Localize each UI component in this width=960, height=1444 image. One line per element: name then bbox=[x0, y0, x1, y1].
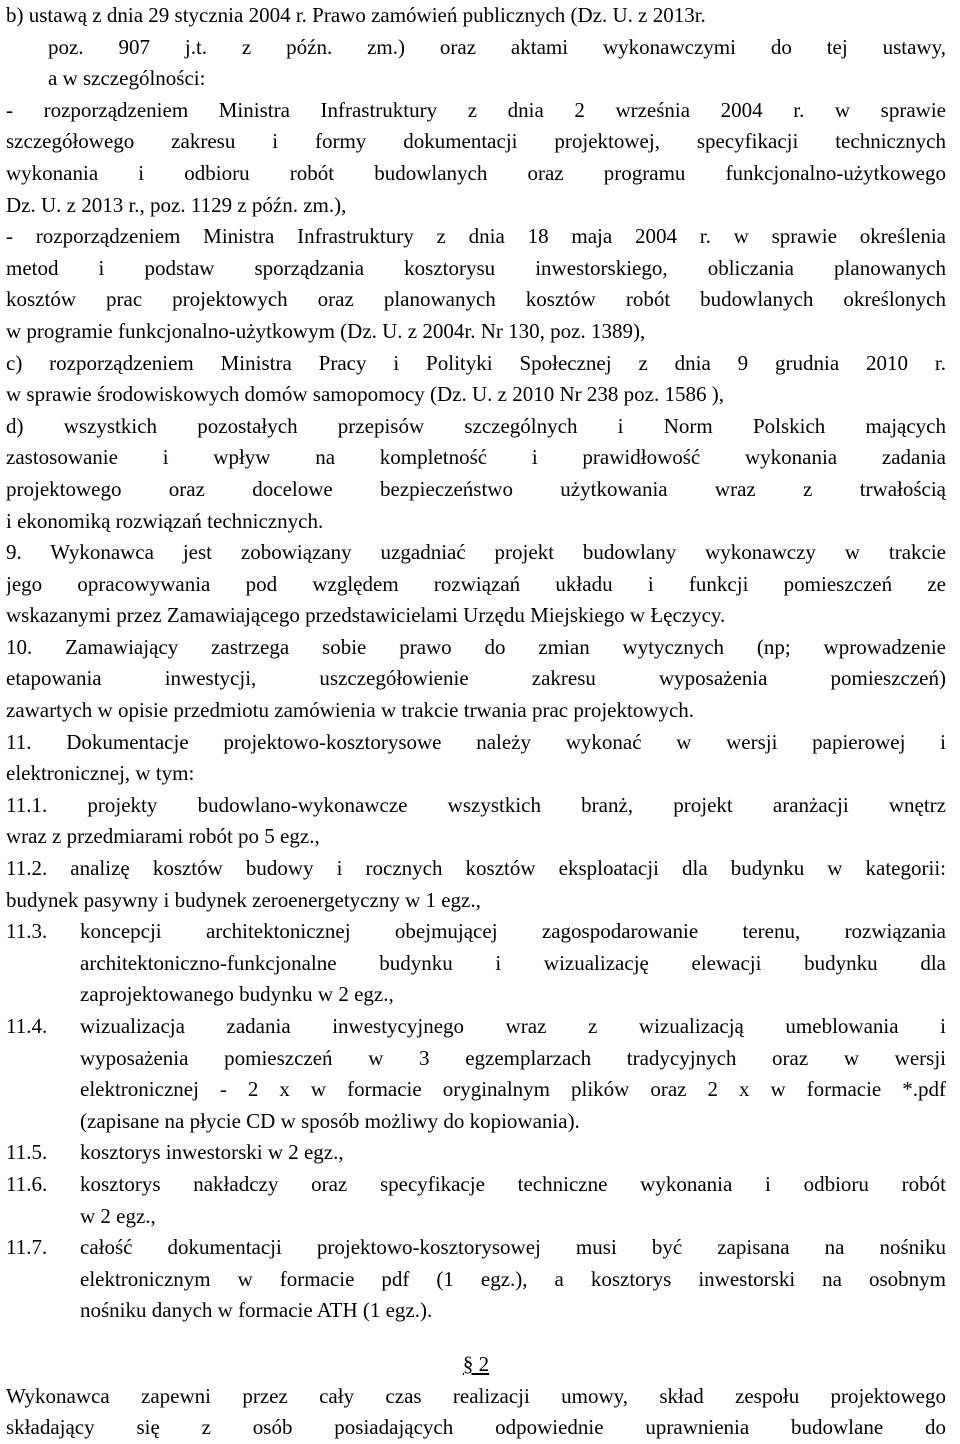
regulation-line: w programie funkcjonalno-użytkowym (Dz. U. z 2004r. Nr 130, poz. 1389), bbox=[6, 318, 646, 343]
item-number: 11.4. bbox=[6, 1014, 48, 1038]
section-heading: § 2 bbox=[462, 1351, 490, 1376]
item-line: wyposażenia pomieszczeń w 3 egzemplarzach tradycyjnych oraz w wersji bbox=[80, 1045, 946, 1070]
item-number: 11.6. bbox=[6, 1171, 48, 1196]
item-line: kosztorys inwestorski w 2 egz., bbox=[80, 1140, 344, 1165]
item-11-1-line: 11.1. projekty budowlano-wykonawcze wszystkich branż, projekt aranżacji wnętrz bbox=[6, 792, 946, 817]
section-d-line: d) wszystkich pozostałych przepisów szczególnych i Norm Polskich mających bbox=[6, 413, 946, 438]
item-11-1-line: wraz z przedmiarami robót po 5 egz., bbox=[6, 824, 320, 849]
paragraph-10-line: 10. Zamawiający zastrzega sobie prawo do zmian wytycznych (np; wprowadzenie bbox=[6, 634, 946, 659]
item-number: 11.7. bbox=[6, 1235, 48, 1260]
item-line: elektronicznym w formacie pdf (1 egz.), a kosztorys inwestorski na osobnym bbox=[80, 1266, 946, 1291]
section-d-line: i ekonomiką rozwiązań technicznych. bbox=[6, 508, 324, 533]
item-number: 11.5. bbox=[6, 1140, 48, 1165]
section-b-line: b) ustawą z dnia 29 stycznia 2004 r. Prawo zamówień publicznych (Dz. U. z 2013r. bbox=[6, 3, 706, 27]
regulation-line: - rozporządzeniem Ministra Infrastruktury z dnia 2 września 2004 r. w sprawie bbox=[6, 97, 946, 122]
item-11-2-line: 11.2. analizę kosztów budowy i rocznych kosztów eksploatacji dla budynku w kategorii: bbox=[6, 856, 946, 881]
item-line: całość dokumentacji projektowo-kosztorysowej musi być zapisana na nośniku bbox=[80, 1235, 946, 1260]
regulation-line: kosztów prac projektowych oraz planowanych kosztów robót budowlanych określonych bbox=[6, 287, 946, 312]
paragraph-9-line: 9. Wykonawca jest zobowiązany uzgadniać projekt budowlany wykonawczy w trakcie bbox=[6, 540, 946, 565]
section-c-line: c) rozporządzeniem Ministra Pracy i Polityki Społecznej z dnia 9 grudnia 2010 r. bbox=[6, 350, 946, 375]
item-line: kosztorys nakładczy oraz specyfikacje techniczne wykonania i odbioru robót bbox=[80, 1171, 946, 1196]
section-b-line: poz. 907 j.t. z późn. zm.) oraz aktami wykonawczymi do tej ustawy, bbox=[48, 34, 946, 59]
item-line: nośniku danych w formacie ATH (1 egz.). bbox=[80, 1298, 433, 1323]
item-line: koncepcji architektonicznej obejmującej zagospodarowanie terenu, rozwiązania bbox=[80, 919, 946, 944]
section-2-line: składający się z osób posiadających odpowiednie uprawnienia budowlane do bbox=[6, 1415, 946, 1440]
paragraph-11-line: 11. Dokumentacje projektowo-kosztorysowe należy wykonać w wersji papierowej i bbox=[6, 729, 946, 754]
item-11-7 bbox=[6, 1232, 946, 1327]
paragraph-10-line: zawartych w opisie przedmiotu zamówienia w trakcie trwania prac projektowych. bbox=[6, 698, 695, 723]
regulation-line: szczegółowego zakresu i formy dokumentacji projektowej, specyfikacji technicznych bbox=[6, 129, 946, 154]
item-line: elektronicznej - 2 x w formacie oryginalnym plików oraz 2 x w formacie *.pdf bbox=[80, 1077, 946, 1102]
spacer bbox=[6, 1327, 946, 1349]
item-11-6 bbox=[6, 1169, 946, 1232]
item-11-4 bbox=[6, 1011, 946, 1137]
document-page bbox=[6, 0, 946, 1444]
regulation-line: - rozporządzeniem Ministra Infrastruktury z dnia 18 maja 2004 r. w sprawie określenia bbox=[6, 224, 946, 249]
item-line: wizualizacja zadania inwestycyjnego wraz z wizualizacją umeblowania i bbox=[80, 1014, 946, 1038]
item-number: 11.3. bbox=[6, 919, 48, 944]
item-11-2-line: budynek pasywny i budynek zeroenergetyczny w 1 egz., bbox=[6, 887, 481, 912]
item-11-5 bbox=[6, 1137, 946, 1169]
paragraph-11-line: elektronicznej, w tym: bbox=[6, 761, 195, 786]
section-d-line: projektowego oraz docelowe bezpieczeństwo użytkowania wraz z trwałością bbox=[6, 476, 946, 501]
section-2-line: Wykonawca zapewni przez cały czas realizacji umowy, skład zespołu projektowego bbox=[6, 1383, 946, 1408]
regulation-line: Dz. U. z 2013 r., poz. 1129 z późn. zm.), bbox=[6, 192, 347, 217]
regulation-line: metod i podstaw sporządzania kosztorysu inwestorskiego, obliczania planowanych bbox=[6, 255, 946, 280]
section-d-line: zastosowanie i wpływ na kompletność i prawidłowość wykonania zadania bbox=[6, 445, 946, 470]
paragraph-9-line: wskazanymi przez Zamawiającego przedstawicielami Urzędu Miejskiego w Łęczycy. bbox=[6, 603, 726, 628]
regulation-line: wykonania i odbioru robót budowlanych oraz programu funkcjonalno-użytkowego bbox=[6, 160, 946, 185]
item-line: w 2 egz., bbox=[80, 1203, 156, 1228]
item-line: (zapisane na płycie CD w sposób możliwy do kopiowania). bbox=[80, 1108, 580, 1133]
paragraph-10-line: etapowania inwestycji, uszczegółowienie zakresu wyposażenia pomieszczeń) bbox=[6, 666, 946, 691]
item-line: zaprojektowanego budynku w 2 egz., bbox=[80, 982, 394, 1007]
item-line: architektoniczno-funkcjonalne budynku i wizualizację elewacji budynku dla bbox=[80, 950, 946, 975]
item-11-3 bbox=[6, 916, 946, 1011]
section-b-line: a w szczególności: bbox=[48, 66, 206, 91]
paragraph-9-line: jego opracowywania pod względem rozwiązań układu i funkcji pomieszczeń ze bbox=[6, 571, 946, 596]
section-c-line: w sprawie środowiskowych domów samopomocy (Dz. U. z 2010 Nr 238 poz. 1586 ), bbox=[6, 382, 724, 407]
